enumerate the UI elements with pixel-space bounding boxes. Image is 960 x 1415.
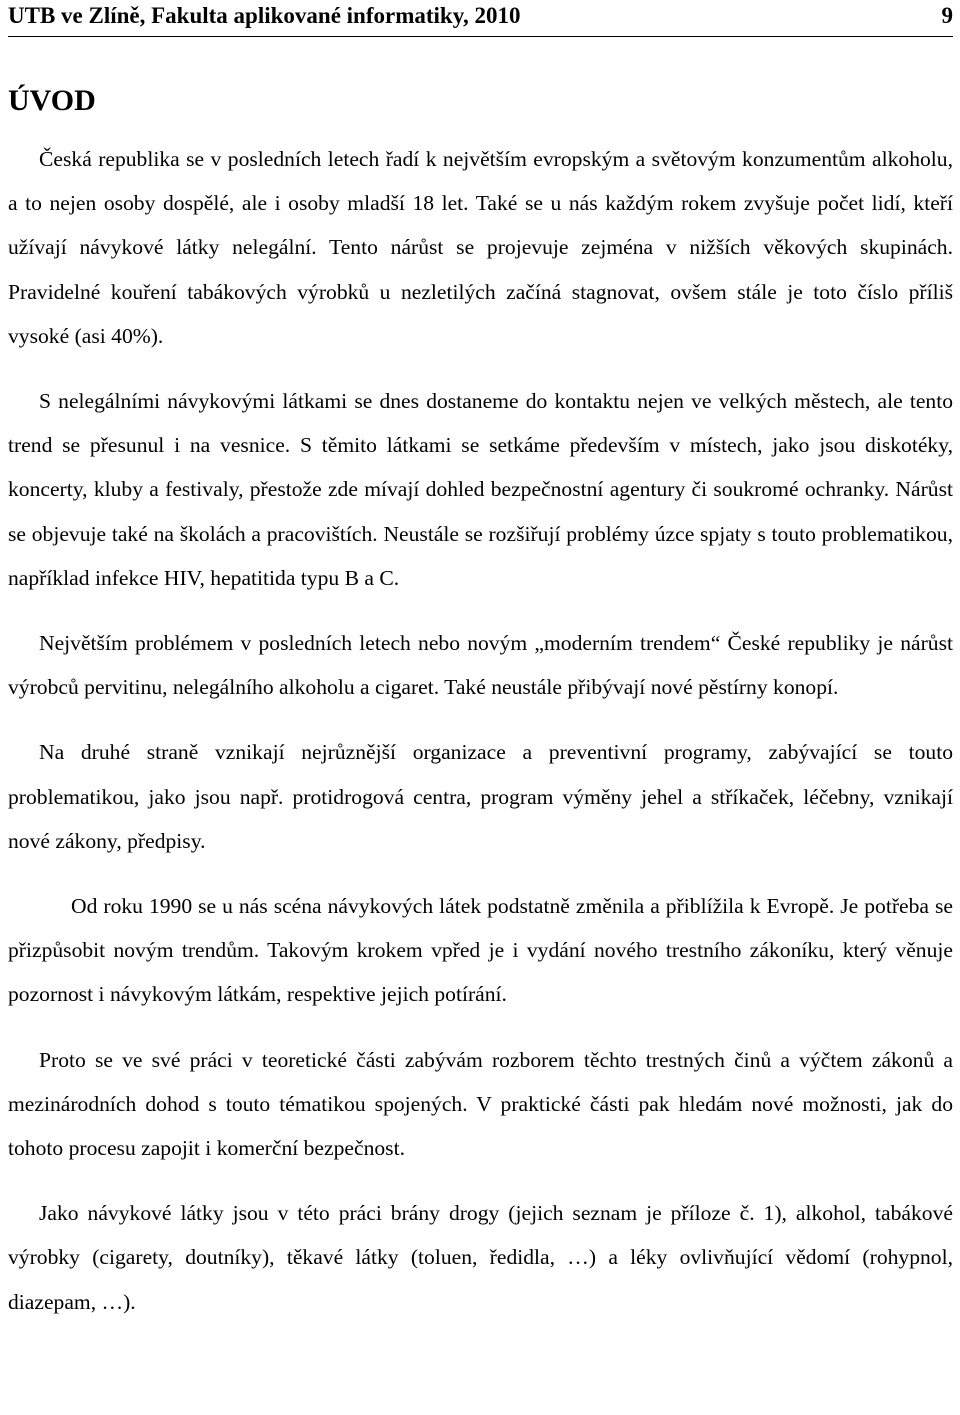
paragraph: Od roku 1990 se u nás scéna návykových látek podstatně změnila a přiblížila k Evropě. Je potřeba se přizpůsobit novým trendům. Takovým krokem vpřed je i vydání nového trestního zákoníku, který věnuje pozornost i návykovým látkám, respektive jejich potírání. [8,894,953,1007]
page-number: 9 [941,3,953,28]
paragraph: S nelegálními návykovými látkami se dnes dostaneme do kontaktu nejen ve velkých městech, ale tento trend se přesunul i na vesnice. S těmito látkami se setkáme především v místech, jako jsou diskotéky, koncerty, kluby a festivaly, přestože zde mívají dohled bezpečnostní agentury či soukromé ochranky. Nárůst se objevuje také na školách a pracovištích. Neustále se rozšiřují problémy úzce spjaty s touto problematikou, například infekce HIV, hepatitida typu B a C. [8,389,953,590]
paragraph: Největším problémem v posledních letech nebo novým „moderním trendem“ České republiky je nárůst výrobců pervitinu, nelegálního alkoholu a cigaret. Také neustále přibývají nové pěstírny konopí. [8,631,953,700]
chapter-heading: ÚVOD [8,84,96,117]
running-header [8,0,953,37]
document-page [8,0,953,1345]
paragraph: Česká republika se v posledních letech řadí k největším evropským a světovým konzumentům alkoholu, a to nejen osoby dospělé, ale i osoby mladší 18 let. Také se u nás každým rokem zvyšuje počet lidí, kteří užívají návykové látky nelegální. Tento nárůst se projevuje zejména v nižších věkových skupinách. Pravidelné kouření tabákových výrobků u nezletilých začíná stagnovat, ovšem stále je toto číslo příliš vysoké (asi 40%). [8,147,953,348]
paragraph: Na druhé straně vznikají nejrůznější organizace a preventivní programy, zabývající se touto problematikou, jako jsou např. protidrogová centra, program výměny jehel a stříkaček, léčebny, vznikají nové zákony, předpisy. [8,740,953,853]
paragraph: Proto se ve své práci v teoretické části zabývám rozborem těchto trestných činů a výčtem zákonů a mezinárodních dohod s touto tématikou spojených. V praktické části pak hledám nové možnosti, jak do tohoto procesu zapojit i komerční bezpečnost. [8,1047,953,1161]
body-text [8,137,953,1324]
paragraph: Jako návykové látky jsou v této práci brány drogy (jejich seznam je příloze č. 1), alkohol, tabákové výrobky (cigarety, doutníky), těkavé látky (toluen, ředidla, …) a léky ovlivňující vědomí (rohypnol, diazepam, …). [8,1201,953,1314]
header-title: UTB ve Zlíně, Fakulta aplikované informatiky, 2010 [8,3,521,28]
